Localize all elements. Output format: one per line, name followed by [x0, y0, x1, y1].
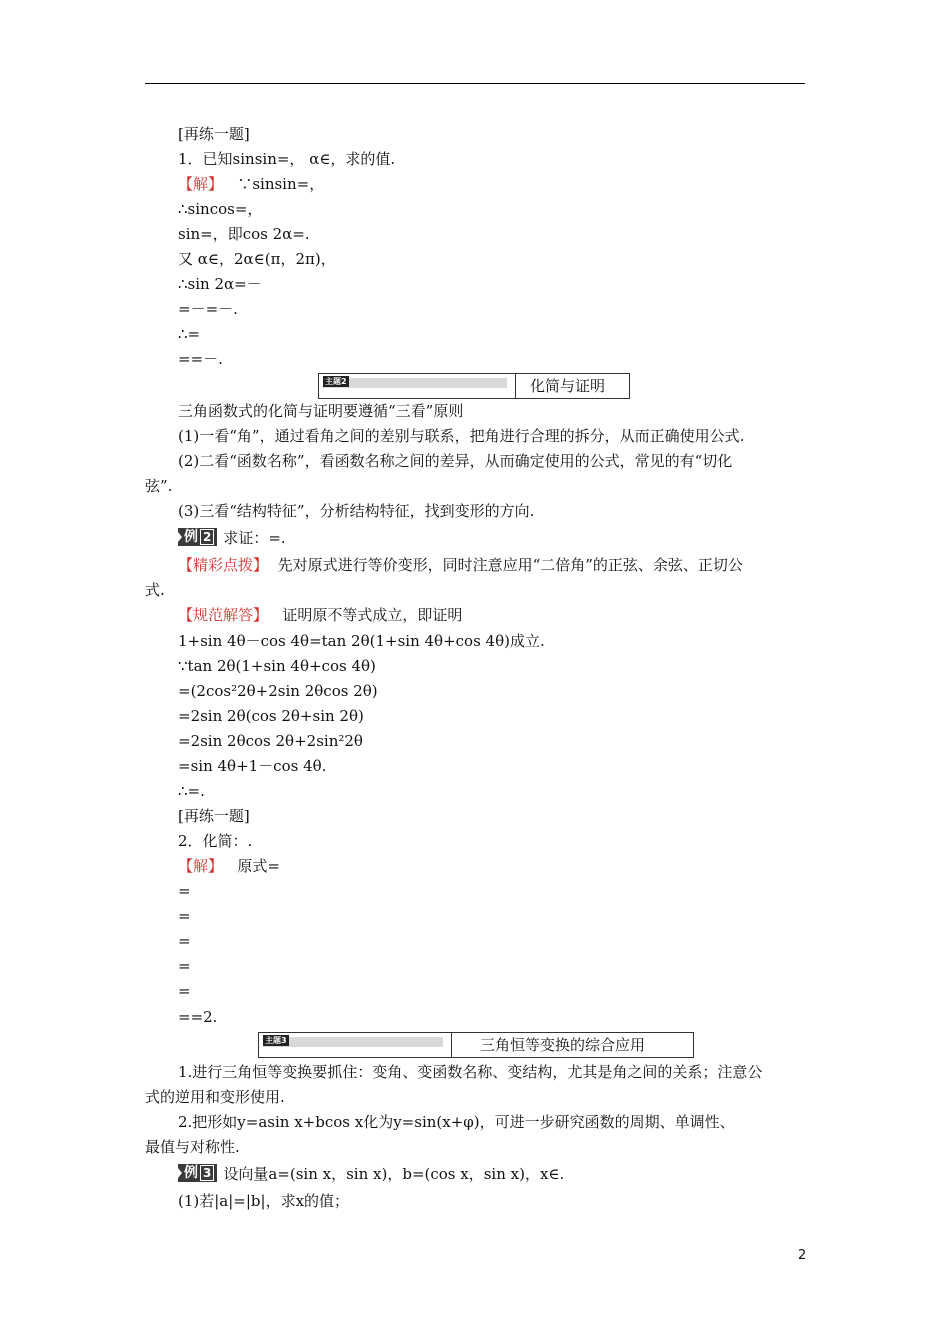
- rule-2-cont: 弦”.: [145, 477, 173, 495]
- equation-line: =: [178, 907, 191, 925]
- proof-line: =2sin 2θcos 2θ+2sin²2θ: [178, 732, 363, 750]
- hint-cont: 式.: [145, 581, 165, 599]
- example-3-badge: 例 3: [178, 1164, 217, 1182]
- example-3-part-1: (1)若|a|=|b|，求x的值；: [178, 1192, 350, 1210]
- math-line: ∴sin 2α=－: [178, 275, 262, 293]
- equation-line: =: [178, 957, 191, 975]
- math-line: =－=－.: [178, 300, 238, 318]
- method-1: 1.进行三角恒等变换要抓住：变角、变函数名称、变结构，尤其是角之间的关系；注意公: [178, 1063, 763, 1081]
- hint-tag: 【精彩点拨】: [178, 556, 269, 574]
- page-number: 2: [798, 1248, 807, 1263]
- topic-3-tag-area: [259, 1033, 451, 1057]
- standard-solution: 【规范解答】 证明原不等式成立，即证明: [178, 606, 463, 624]
- practice-heading: [再练一题]: [178, 125, 250, 143]
- solution-line-2: 【解】 原式=: [178, 857, 280, 875]
- rule-1: (1)一看“角”，通过看角之间的差别与联系，把角进行合理的拆分，从而正确使用公式.: [178, 427, 745, 445]
- proof-line: =2sin 2θ(cos 2θ+sin 2θ): [178, 707, 364, 725]
- method-2-cont: 最值与对称性.: [145, 1138, 240, 1156]
- solution-tag-2: 【解】: [178, 857, 224, 875]
- example-2-badge: 例 2: [178, 528, 217, 546]
- solution-line: 【解】 ∵sinsin=，: [178, 175, 325, 193]
- problem-2: 2．化简：.: [178, 832, 253, 850]
- equation-line: =: [178, 882, 191, 900]
- header-rule: [145, 83, 805, 84]
- equation-line: =: [178, 932, 191, 950]
- topic-3-banner: [258, 1032, 694, 1058]
- proof-line: ∵tan 2θ(1+sin 4θ+cos 4θ): [178, 657, 376, 675]
- topic-3-tag: 主题3: [265, 1036, 287, 1045]
- section-intro: 三角函数式的化简与证明要遵循“三看”原则: [178, 402, 464, 420]
- method-2: 2.把形如y=asin x+bcos x化为y=sin(x+φ)，可进一步研究函数的周期、单调性、: [178, 1113, 735, 1131]
- standard-solution-tag: 【规范解答】: [178, 606, 269, 624]
- problem-1: 1．已知sinsin=， α∈，求的值.: [178, 150, 396, 168]
- rule-3: (3)三看“结构特征”，分析结构特征，找到变形的方向.: [178, 502, 535, 520]
- hint-line: 【精彩点拨】 先对原式进行等价变形，同时注意应用“二倍角”的正弦、余弦、正切公: [178, 556, 743, 574]
- topic-2-banner: [318, 373, 630, 399]
- example-3: 例 3 设向量a=(sin x，sin x)，b=(cos x，sin x)，x∈.: [178, 1164, 564, 1184]
- proof-line: =(2cos²2θ+2sin 2θcos 2θ): [178, 682, 378, 700]
- proof-line: 1+sin 4θ－cos 4θ=tan 2θ(1+sin 4θ+cos 4θ)成立.: [178, 632, 545, 650]
- example-2: 例 2 求证：=.: [178, 528, 286, 548]
- topic-2-tag: 主题2: [325, 377, 347, 386]
- solution-tag: 【解】: [178, 175, 224, 193]
- practice-heading-2: [再练一题]: [178, 807, 250, 825]
- math-line: ==－.: [178, 350, 223, 368]
- rule-2: (2)二看“函数名称”，看函数名称之间的差异，从而确定使用的公式，常见的有“切化: [178, 452, 733, 470]
- topic-3-title: 三角恒等变换的综合应用: [451, 1033, 645, 1057]
- equation-line: ==2.: [178, 1008, 218, 1026]
- method-1-cont: 式的逆用和变形使用.: [145, 1088, 285, 1106]
- math-line: ∴=: [178, 325, 201, 343]
- proof-line: ∴=.: [178, 782, 205, 800]
- equation-line: =: [178, 982, 191, 1000]
- proof-line: =sin 4θ+1－cos 4θ.: [178, 757, 327, 775]
- topic-2-tag-area: [319, 374, 515, 398]
- math-line: ∴sincos=，: [178, 200, 263, 218]
- math-line: 又 α∈，2α∈(π，2π)，: [178, 250, 336, 268]
- topic-2-title: 化简与证明: [515, 374, 605, 398]
- math-line: sin=，即cos 2α=.: [178, 225, 310, 243]
